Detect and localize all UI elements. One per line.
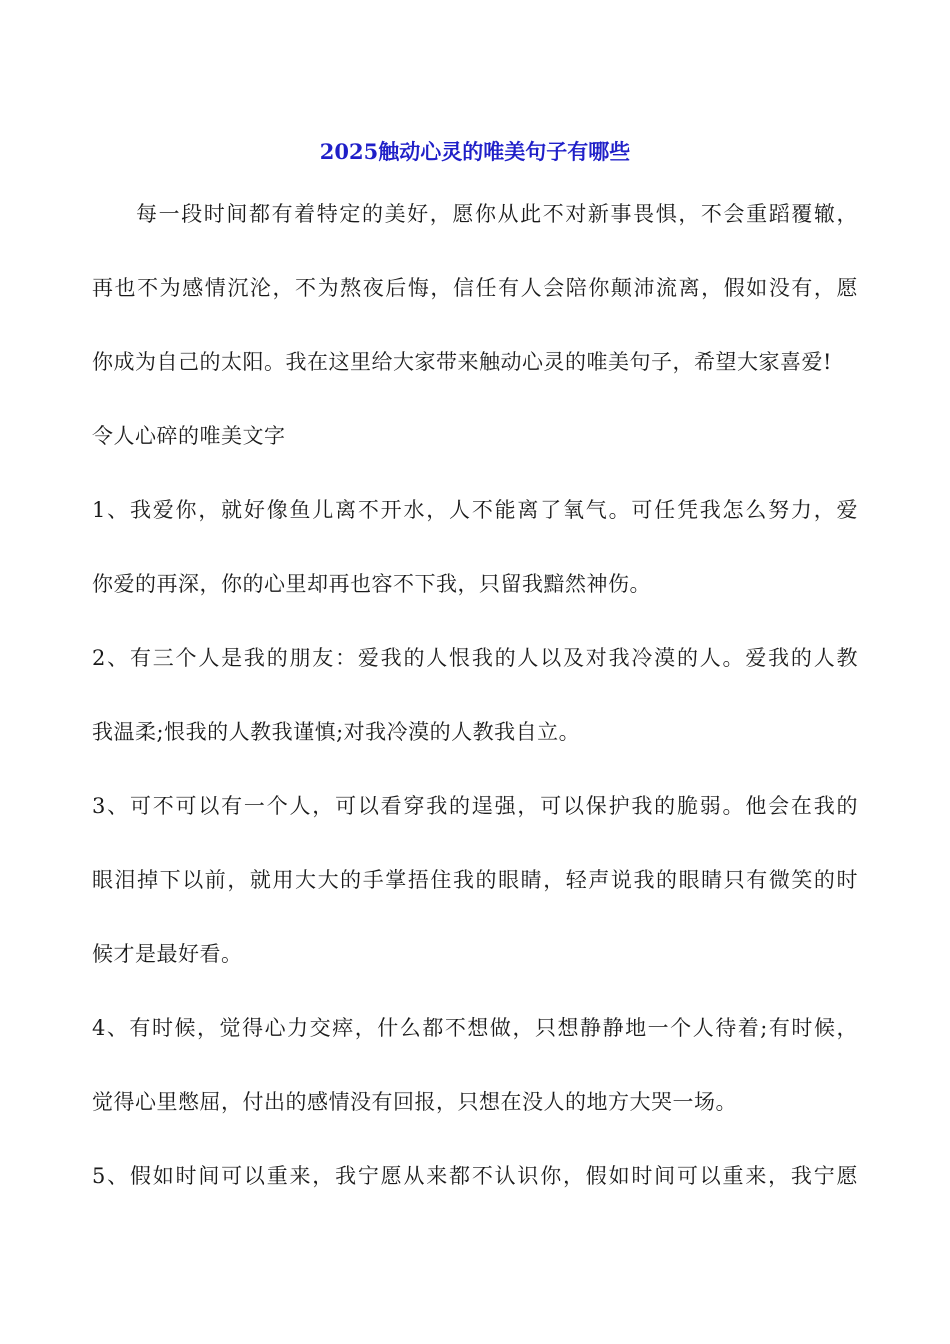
list-item bbox=[92, 621, 858, 769]
list-item-line: 2、有三个人是我的朋友：爱我的人恨我的人以及对我冷漠的人。爱我的人教 bbox=[92, 646, 858, 670]
list-item-line: 我温柔;恨我的人教我谨慎;对我冷漠的人教我自立。 bbox=[92, 720, 581, 744]
intro-paragraph bbox=[92, 177, 858, 399]
list-item bbox=[92, 991, 858, 1139]
document-title: 2025触动心灵的唯美句子有哪些 bbox=[319, 139, 631, 164]
list-item bbox=[92, 1139, 858, 1213]
list-item-line: 觉得心里憋屈，付出的感情没有回报，只想在没人的地方大哭一场。 bbox=[92, 1090, 737, 1114]
list-item bbox=[92, 473, 858, 621]
section-heading: 令人心碎的唯美文字 bbox=[92, 424, 286, 448]
list-item bbox=[92, 769, 858, 991]
intro-line: 再也不为感情沉沦，不为熬夜后悔，信任有人会陪你颠沛流离，假如没有，愿 bbox=[92, 276, 858, 300]
list-item-line: 5、假如时间可以重来，我宁愿从来都不认识你，假如时间可以重来，我宁愿 bbox=[92, 1164, 858, 1188]
list-item-line: 3、可不可以有一个人，可以看穿我的逞强，可以保护我的脆弱。他会在我的 bbox=[92, 794, 858, 818]
document-page bbox=[92, 128, 858, 1213]
list-item-line: 1、我爱你，就好像鱼儿离不开水，人不能离了氧气。可任凭我怎么努力，爱 bbox=[92, 498, 858, 522]
list-item-line: 眼泪掉下以前，就用大大的手掌捂住我的眼睛，轻声说我的眼睛只有微笑的时 bbox=[92, 868, 858, 892]
intro-line: 你成为自己的太阳。我在这里给大家带来触动心灵的唯美句子，希望大家喜爱! bbox=[92, 350, 832, 374]
list-item-line: 4、有时候，觉得心力交瘁，什么都不想做，只想静静地一个人待着;有时候， bbox=[92, 1016, 858, 1040]
list-item-line: 候才是最好看。 bbox=[92, 942, 243, 966]
intro-line: 每一段时间都有着特定的美好，愿你从此不对新事畏惧，不会重蹈覆辙， bbox=[136, 202, 858, 226]
list-item-line: 你爱的再深，你的心里却再也容不下我，只留我黯然神伤。 bbox=[92, 572, 651, 596]
